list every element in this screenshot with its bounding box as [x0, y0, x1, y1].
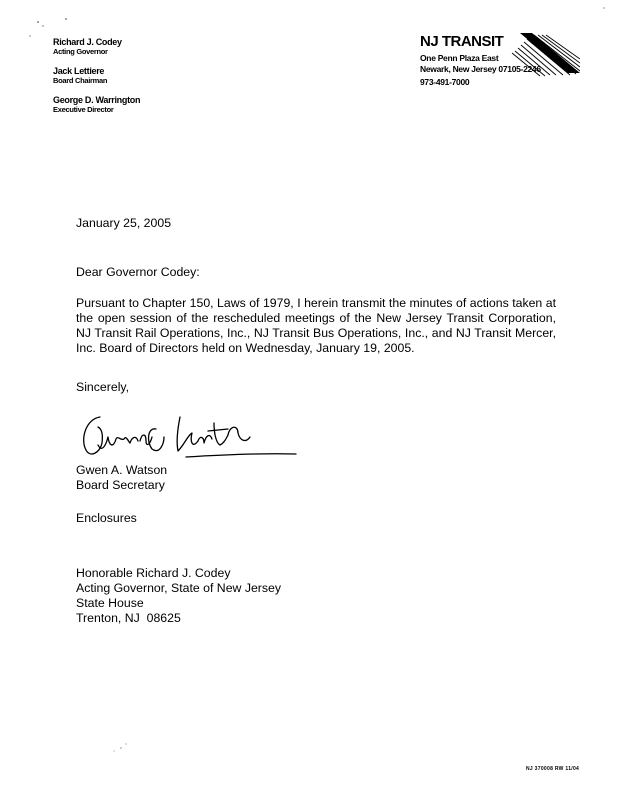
- signer-block: [76, 463, 167, 493]
- letter-date: January 25, 2005: [76, 216, 172, 230]
- officer-role: Executive Director: [53, 105, 114, 114]
- officer-role: Board Chairman: [53, 76, 108, 85]
- address-line-1: One Penn Plaza East: [420, 53, 499, 63]
- recipient-address: [76, 566, 281, 626]
- nj-transit-logo: NJ TRANSIT: [420, 33, 504, 50]
- letter-body: Pursuant to Chapter 150, Laws of 1979, I herein transmit the minutes of actions taken at the open session of the rescheduled meetings of the New Jersey Transit Corporation, NJ Transit Rail Operations, Inc., NJ Transit Bus Operations, Inc., and NJ Transit Mercer, Inc. Board of Directors held on Wednesday, January 19, 2005.: [76, 296, 556, 355]
- officer-name: Jack Lettiere: [53, 66, 105, 76]
- officer-entry: [53, 37, 203, 57]
- enclosures-note: Enclosures: [76, 511, 137, 525]
- officer-entry: [53, 66, 203, 86]
- officer-list: [53, 37, 203, 124]
- salutation: Dear Governor Codey:: [76, 265, 200, 279]
- officer-entry: [53, 95, 203, 115]
- recipient-name: Honorable Richard J. Codey: [76, 566, 231, 580]
- letterhead: [420, 33, 580, 103]
- form-code: NJ 370008 RW 11/04: [526, 766, 580, 772]
- recipient-address-line: State House: [76, 596, 144, 610]
- address-line-2: Newark, New Jersey 07105-2246: [420, 64, 541, 74]
- officer-name: George D. Warrington: [53, 95, 141, 105]
- officer-name: Richard J. Codey: [53, 37, 122, 47]
- closing: Sincerely,: [76, 380, 130, 394]
- signer-name: Gwen A. Watson: [76, 463, 168, 477]
- handwritten-signature: [78, 405, 298, 465]
- officer-role: Acting Governor: [53, 47, 108, 56]
- recipient-title: Acting Governor, State of New Jersey: [76, 581, 282, 595]
- recipient-city: Trenton, NJ 08625: [76, 611, 181, 625]
- phone-number: 973-491-7000: [420, 77, 470, 87]
- signer-title: Board Secretary: [76, 478, 165, 492]
